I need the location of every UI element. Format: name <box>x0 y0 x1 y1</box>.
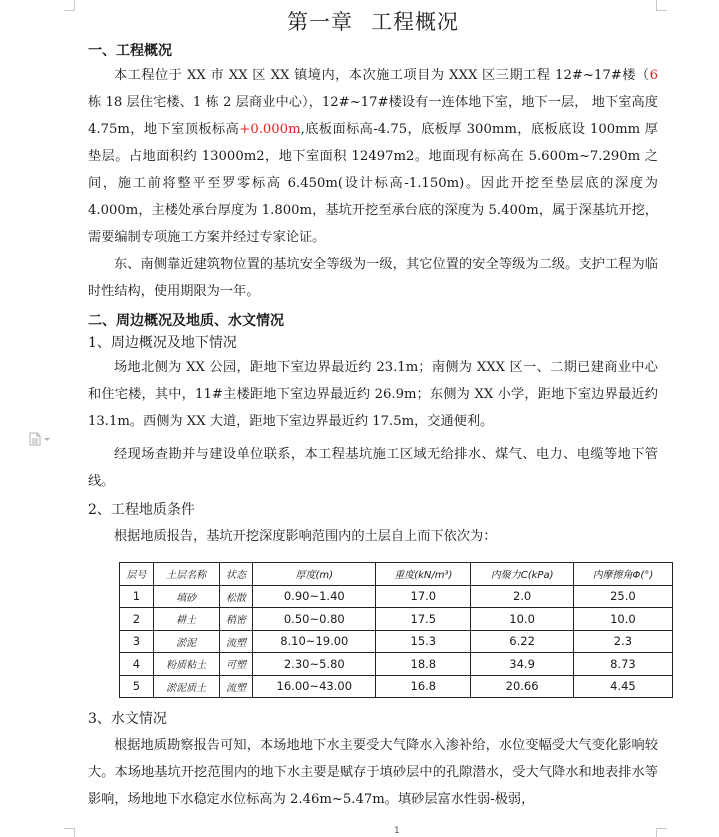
table-header-cell: 内聚力C(kPa) <box>471 563 573 586</box>
table-cell: 2 <box>120 608 154 631</box>
table-cell: 1 <box>120 585 154 608</box>
table-cell: 2.30~5.80 <box>253 653 376 676</box>
table-cell: 17.0 <box>376 585 471 608</box>
table-cell: 20.66 <box>471 675 573 698</box>
table-row <box>120 608 673 631</box>
table-cell: 4.45 <box>573 675 672 698</box>
table-cell: 18.8 <box>376 653 471 676</box>
table-cell: 稍密 <box>219 608 253 631</box>
document-options-icon[interactable] <box>28 431 52 445</box>
table-cell: 可塑 <box>219 653 253 676</box>
table-cell: 15.3 <box>376 630 471 653</box>
highlighted-text: 6 <box>649 68 658 83</box>
chapter-number: 第一章 <box>287 10 353 34</box>
table-header-cell: 土层名称 <box>153 563 219 586</box>
text-run: 栋 18 层住宅楼、1 栋 2 层商业中心），12#~17#楼设有一连体地下室，地下一层， 地下室高度 4.75m，地下室顶板标高 <box>88 95 658 137</box>
table-cell: 10.0 <box>471 608 573 631</box>
subsection-heading: 2、工程地质条件 <box>88 502 195 518</box>
paragraph: 根据地质报告，基坑开挖深度影响范围内的土层自上而下依次为： <box>114 529 497 544</box>
table-cell: 4 <box>120 653 154 676</box>
table-header-cell: 厚度(m) <box>253 563 376 586</box>
soil-layer-table <box>119 562 673 698</box>
section-heading: 二、周边概况及地质、水文情况 <box>88 313 284 329</box>
chapter-title <box>88 8 658 36</box>
table-cell: 填砂 <box>153 585 219 608</box>
paragraph <box>88 62 658 251</box>
table-cell: 0.50~0.80 <box>253 608 376 631</box>
table-cell: 16.8 <box>376 675 471 698</box>
paragraph: 经现场查勘并与建设单位联系，本工程基坑施工区域无给排水、煤气、电力、电缆等地下管线。 <box>88 447 658 489</box>
section-heading: 一、工程概况 <box>88 43 172 59</box>
table-cell: 8.73 <box>573 653 672 676</box>
page-number: 1 <box>394 826 400 836</box>
table-cell: 10.0 <box>573 608 672 631</box>
document-content <box>88 8 658 813</box>
table-cell: 淤泥 <box>153 630 219 653</box>
text-run: 本工程位于 XX 市 XX 区 XX 镇境内，本次施工项目为 XXX 区三期工程 12#~17#楼（ <box>114 68 650 83</box>
page-corner-mark <box>64 828 75 837</box>
table-cell: 0.90~1.40 <box>253 585 376 608</box>
table-cell: 流塑 <box>219 630 253 653</box>
table-cell: 流塑 <box>219 675 253 698</box>
table-header-cell: 状态 <box>219 563 253 586</box>
table-cell: 松散 <box>219 585 253 608</box>
subsection-heading: 1、周边概况及地下情况 <box>88 335 237 351</box>
paragraph: 东、南侧靠近建筑物位置的基坑安全等级为一级，其它位置的安全等级为二级。支护工程为临时性结构，使用期限为一年。 <box>88 257 658 299</box>
table-header-row <box>120 563 673 586</box>
paragraph: 场地北侧为 XX 公园，距地下室边界最近约 23.1m；南侧为 XXX 区一、二期已建商业中心和住宅楼，其中，11#主楼距地下室边界最近约 26.9m；东侧为 XX 小学，距地下室边界最近约 13.1m。西侧为 XX 大道，距地下室边界最近约 17.5m，交通便利。 <box>88 360 658 429</box>
table-cell: 6.22 <box>471 630 573 653</box>
table-header-cell: 重度(kN/m³) <box>376 563 471 586</box>
table-cell: 17.5 <box>376 608 471 631</box>
table-cell: 34.9 <box>471 653 573 676</box>
page-corner-mark <box>656 828 667 837</box>
chapter-name: 工程概况 <box>371 10 459 34</box>
table-row <box>120 675 673 698</box>
table-cell: 粉质粘土 <box>153 653 219 676</box>
table-cell: 2.3 <box>573 630 672 653</box>
subsection-heading: 3、水文情况 <box>88 711 167 727</box>
table-cell: 16.00~43.00 <box>253 675 376 698</box>
table-cell: 25.0 <box>573 585 672 608</box>
highlighted-text: +0.000m <box>239 122 301 137</box>
table-row <box>120 653 673 676</box>
table-cell: 淤泥质土 <box>153 675 219 698</box>
table-cell: 3 <box>120 630 154 653</box>
table-row <box>120 585 673 608</box>
table-row <box>120 630 673 653</box>
table-cell: 8.10~19.00 <box>253 630 376 653</box>
paragraph: 根据地质勘察报告可知，本场地地下水主要受大气降水入渗补给，水位变幅受大气变化影响较大。本场地基坑开挖范围内的地下水主要是赋存于填砂层中的孔隙潜水，受大气降水和地表排水等影响，场地地下水稳定水位标高为 2.46m~5.47m。填砂层富水性弱-极弱， <box>88 738 658 807</box>
page-corner-mark <box>64 0 75 11</box>
text-run: ,底板面标高-4.75，底板厚 300mm，底板底设 100mm 厚垫层。占地面积约 13000m2，地下室面积 12497m2。地面现有标高在 5.600m~7.290m 之间，施工前将整平至罗零标高 6.450m(设计标高-1.150m)。因此开挖至垫层底的深度为 4.000m，主楼处承台厚度为 1.800m，基坑开挖至承台底的深度为 5.400m，属于深基坑开挖，需要编制专项施工方案并经过专家论证。 <box>88 122 658 245</box>
table-cell: 耕土 <box>153 608 219 631</box>
table-cell: 2.0 <box>471 585 573 608</box>
table-header-cell: 内摩擦角Φ(°) <box>573 563 672 586</box>
table-header-cell: 层号 <box>120 563 154 586</box>
table-cell: 5 <box>120 675 154 698</box>
